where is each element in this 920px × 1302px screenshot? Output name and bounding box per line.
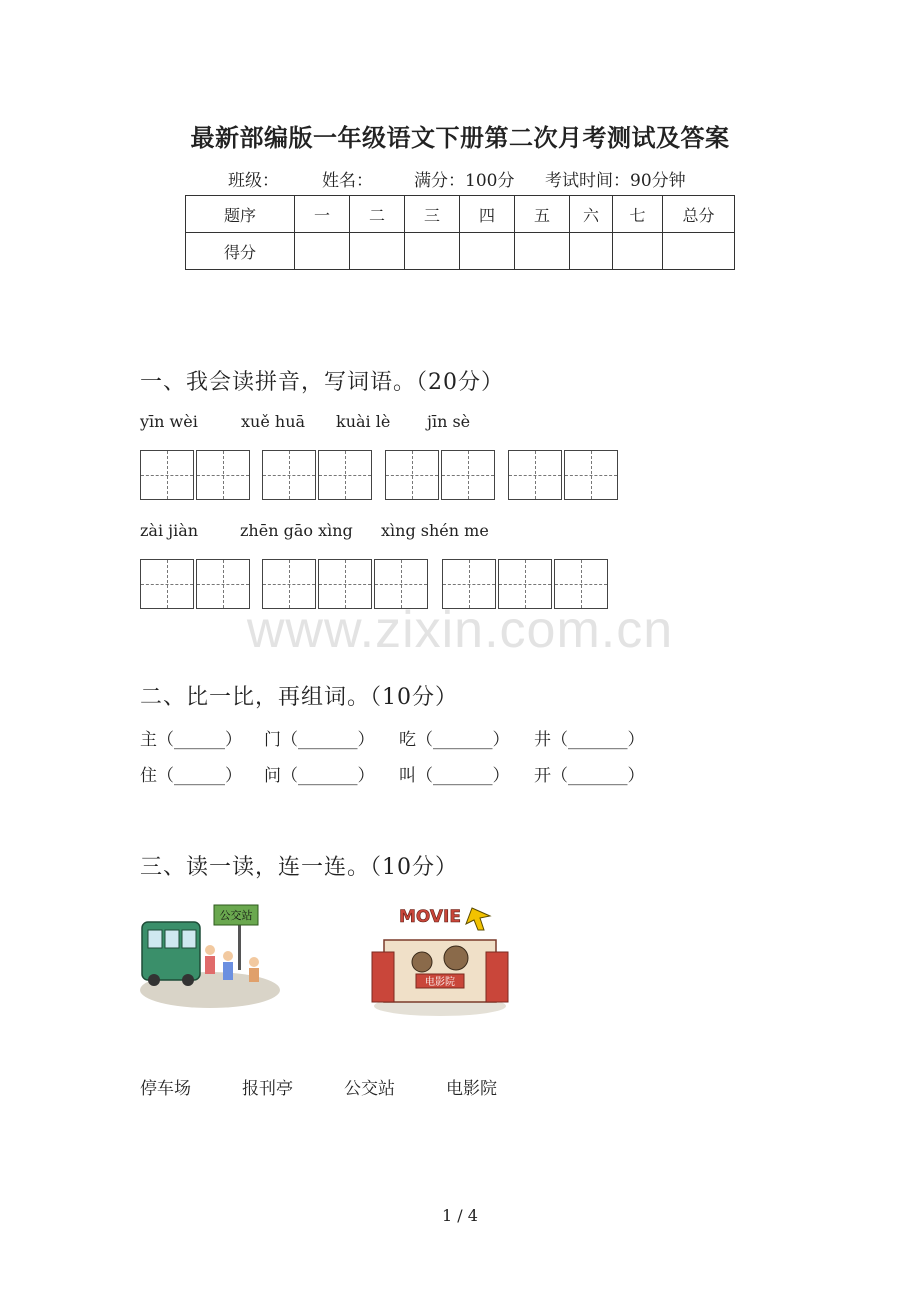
name-label: 姓名： — [322, 171, 373, 191]
compare-item[interactable]: 开（_______） — [534, 766, 645, 786]
score-input-cell[interactable] — [515, 233, 570, 270]
film-reel — [444, 946, 468, 970]
writing-box[interactable] — [262, 450, 316, 500]
bus-window — [165, 930, 179, 948]
bus-stop-sign-text: 公交站 — [219, 909, 253, 922]
person-head — [223, 951, 233, 961]
arrow-icon — [466, 908, 490, 930]
person-head — [205, 945, 215, 955]
match-word[interactable]: 电影院 — [446, 1079, 497, 1099]
cinema-wing — [372, 952, 394, 1002]
writing-box[interactable] — [508, 450, 562, 500]
pinyin: jīn sè — [427, 412, 471, 431]
match-word[interactable]: 公交站 — [344, 1079, 395, 1099]
exam-time-label: 考试时间：90分钟 — [545, 171, 686, 191]
compare-item[interactable]: 主（______） — [140, 730, 242, 750]
table-cell: 六 — [570, 196, 613, 233]
writing-grid-group — [508, 450, 620, 500]
writing-grid-group — [262, 450, 374, 500]
section3-heading: 三、读一读，连一连。（10分） — [140, 855, 458, 880]
writing-box[interactable] — [441, 450, 495, 500]
table-cell: 七 — [613, 196, 663, 233]
compare-item[interactable]: 井（_______） — [534, 730, 645, 750]
pinyin: yīn wèi — [140, 412, 198, 431]
movie-sign-text: MOVIE — [398, 907, 462, 927]
bus-station-illustration[interactable] — [138, 900, 280, 1012]
pinyin: zài jiàn — [140, 521, 199, 540]
page-number: 1 / 4 — [442, 1206, 478, 1225]
score-table — [185, 195, 735, 270]
person-body — [249, 968, 259, 982]
table-cell: 四 — [460, 196, 515, 233]
class-label: 班级： — [228, 171, 279, 191]
bus-wheel — [148, 974, 160, 986]
compare-item[interactable]: 叫（_______） — [399, 766, 510, 786]
full-score-label: 满分：100分 — [414, 171, 515, 191]
table-row — [186, 233, 735, 270]
bus-window — [182, 930, 196, 948]
table-cell: 总分 — [663, 196, 735, 233]
film-reel — [412, 952, 432, 972]
compare-item[interactable]: 吃（_______） — [399, 730, 510, 750]
person-head — [249, 957, 259, 967]
score-input-cell[interactable] — [613, 233, 663, 270]
compare-item[interactable]: 门（_______） — [264, 730, 375, 750]
table-cell: 三 — [405, 196, 460, 233]
score-input-cell[interactable] — [295, 233, 350, 270]
writing-box[interactable] — [564, 450, 618, 500]
score-input-cell[interactable] — [350, 233, 405, 270]
table-cell: 得分 — [186, 233, 295, 270]
writing-grid-group — [140, 450, 252, 500]
cinema-wing — [486, 952, 508, 1002]
person-body — [223, 962, 233, 980]
table-cell: 题序 — [186, 196, 295, 233]
table-cell: 二 — [350, 196, 405, 233]
pinyin: zhēn gāo xìng — [240, 521, 353, 540]
writing-grid-group — [385, 450, 497, 500]
table-cell: 五 — [515, 196, 570, 233]
section1-heading: 一、我会读拼音，写词语。（20分） — [140, 370, 504, 395]
compare-item[interactable]: 住（______） — [140, 766, 242, 786]
writing-box[interactable] — [385, 450, 439, 500]
pinyin: xìng shén me — [381, 521, 489, 540]
sign-pole — [238, 922, 241, 970]
pinyin: xuě huā — [241, 412, 306, 431]
bus-wheel — [182, 974, 194, 986]
watermark: www.zixin.com.cn — [246, 601, 674, 659]
bus-window — [148, 930, 162, 948]
match-word[interactable]: 报刊亭 — [242, 1079, 293, 1099]
person-body — [205, 956, 215, 974]
pinyin: kuài lè — [336, 412, 391, 431]
table-row — [186, 196, 735, 233]
writing-box[interactable] — [318, 450, 372, 500]
score-input-cell[interactable] — [663, 233, 735, 270]
score-input-cell[interactable] — [460, 233, 515, 270]
cinema-building — [384, 940, 496, 1002]
match-word[interactable]: 停车场 — [140, 1079, 191, 1099]
writing-box[interactable] — [140, 450, 194, 500]
score-input-cell[interactable] — [570, 233, 613, 270]
page-title: 最新部编版一年级语文下册第二次月考测试及答案 — [190, 123, 730, 152]
table-cell: 一 — [295, 196, 350, 233]
compare-item[interactable]: 问（_______） — [264, 766, 375, 786]
writing-box[interactable] — [196, 450, 250, 500]
section2-heading: 二、比一比，再组词。（10分） — [140, 685, 458, 710]
cinema-illustration[interactable] — [368, 900, 512, 1018]
cinema-sign-text: 电影院 — [425, 977, 455, 988]
score-input-cell[interactable] — [405, 233, 460, 270]
